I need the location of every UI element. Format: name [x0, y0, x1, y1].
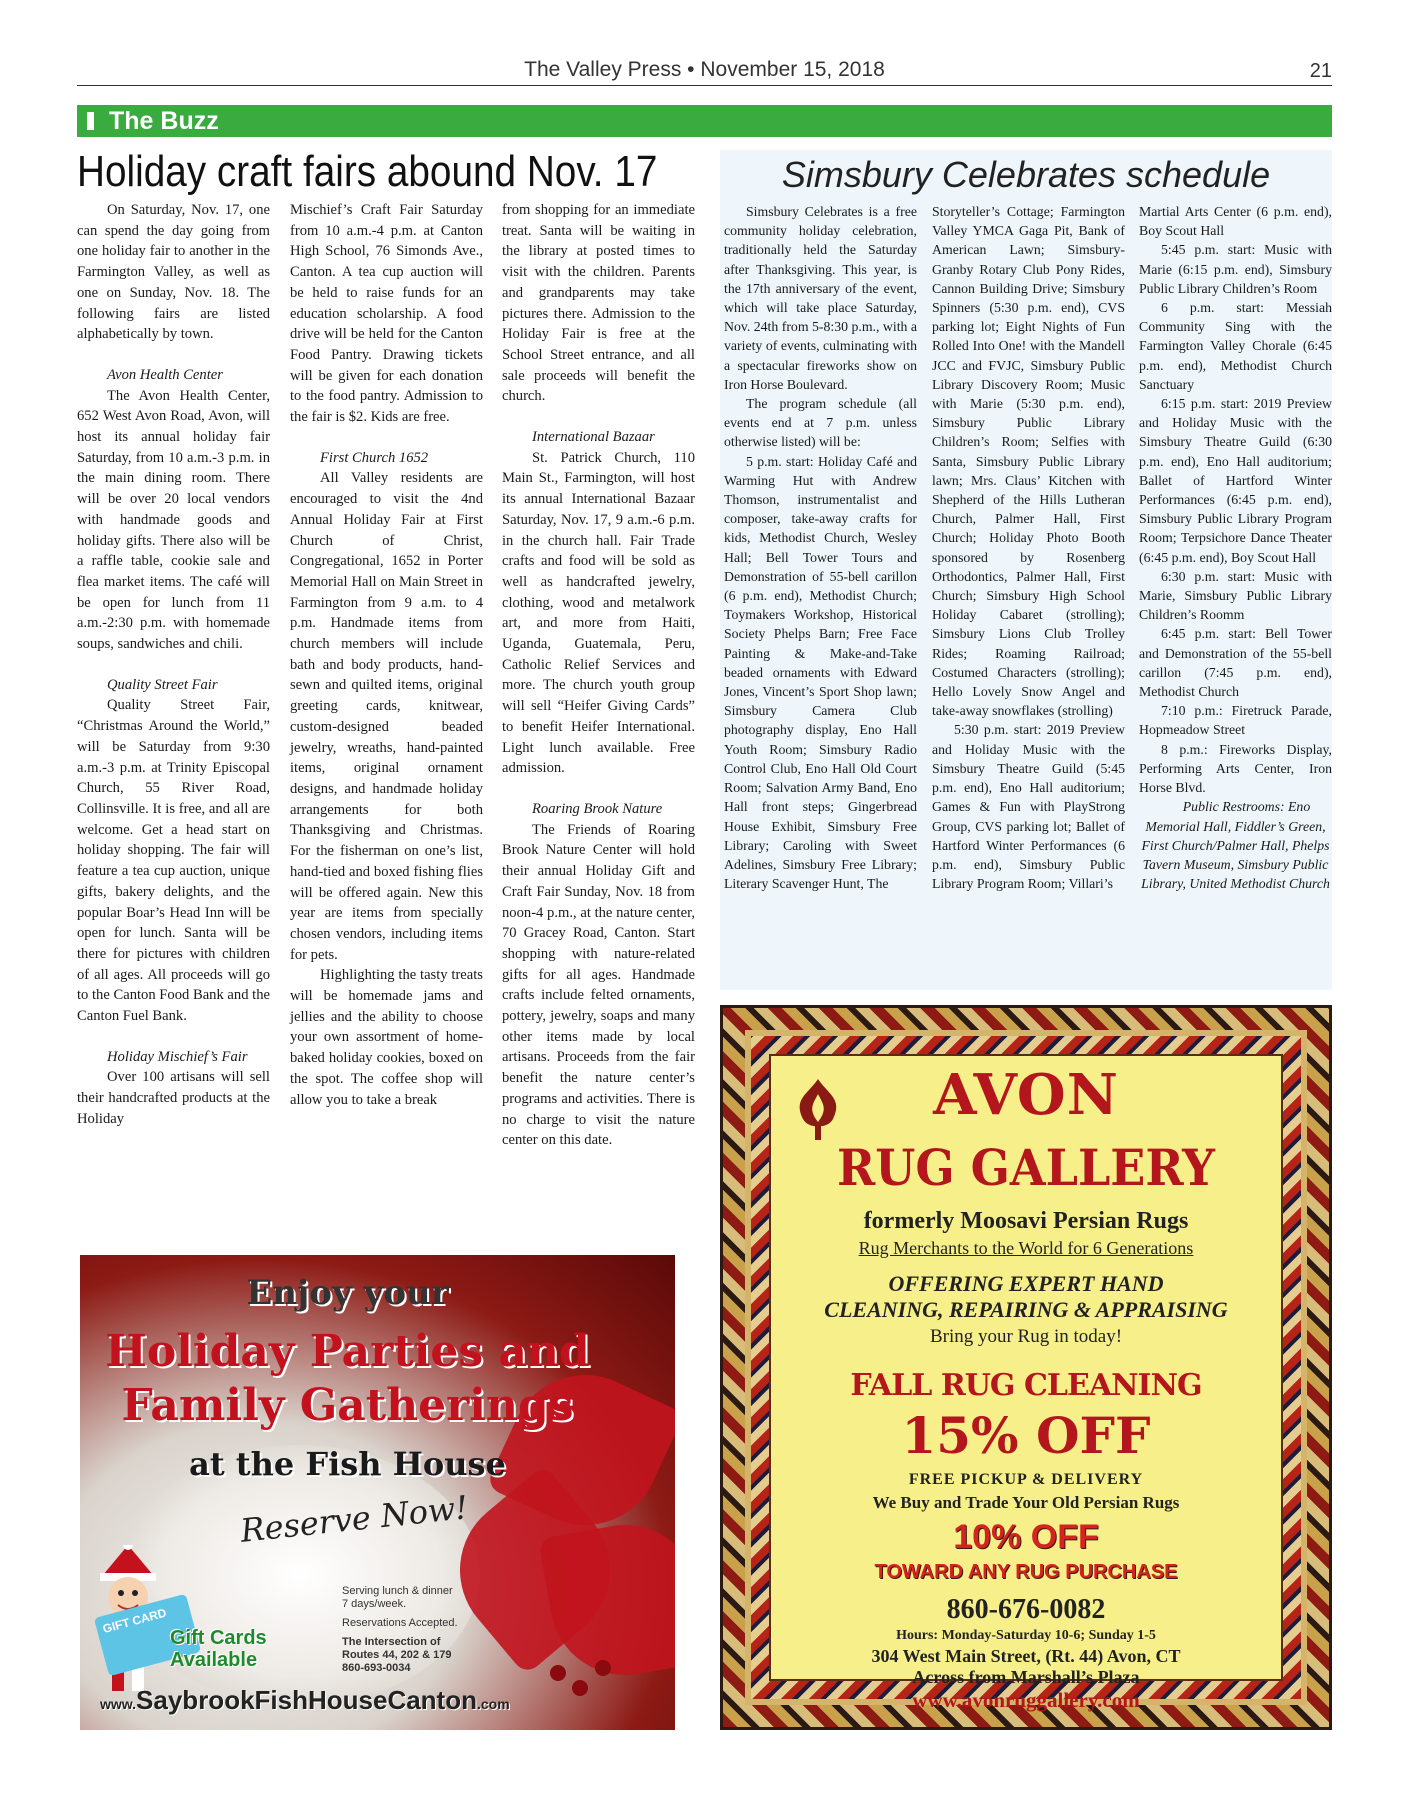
reserve-now-text: Reserve Now!	[238, 1488, 470, 1550]
simsbury-645pm: 6:45 p.m. start: Bell Tower and Demonstration of the 55-bell carillon (7:45 p.m. end), Methodist Church	[1139, 626, 1332, 700]
avon-rug-gallery-ad[interactable]	[720, 1005, 1332, 1730]
simsbury-8pm: 8 p.m.: Fireworks Display, Performing Arts Center, Iron Horse Blvd.	[1139, 741, 1332, 796]
paragraph-roaring-brook: The Friends of Roaring Brook Nature Center will hold their annual Holiday Gift and Craft Fair Sunday, Nov. 18 from noon-4 p.m., at the nature center, 70 Gracey Road, Canton. Start shopping with nature-related gifts for all ages. Handmade crafts include felted ornaments, pottery, jewelry, soaps and many other items made by local artisans. Proceeds from the fair benefit the nature center’s programs and activities. There is no charge to visit the nature center on this date.	[502, 821, 695, 1149]
simsbury-schedule-box	[720, 150, 1332, 990]
paragraph-mischief: Over 100 artisans will sell their handcrafted products at the Holiday	[77, 1069, 270, 1127]
info-reservations: Reservations Accepted.	[342, 1617, 458, 1629]
fish-house-ad[interactable]	[80, 1255, 675, 1730]
simsbury-5pm: 5 p.m. start: Holiday Café and Warming Hut with Andrew Thomson, instrumentalist and composer, take-away crafts for kids, Methodist Church, Wesley Hall; Bell Tower Tours and Demonstration of 55-bell carillon (6 p.m. end), Methodist Church; Toymakers Workshop, Historical Society Phelps Barn; Free Face Painting & Make-and-Take beaded ornaments with Edward Jones, Vincent’s Sport Shop lawn; Simsbury Camera Club photography display, Eno Hall Youth Room; Simsbury Radio Control Club, Eno Hall Old Court Room; Salvation Army Band, Eno Hall front steps; Gingerbread House Exhibit, Simsbury Free Library; Caroling with Sweet Adelines, Simsbury Free Library; Literary Scavenger Hunt, The	[724, 453, 917, 892]
article-column-2	[290, 200, 483, 1110]
article-column-3	[502, 200, 695, 1151]
subhead-quality-street: Quality Street Fair	[107, 676, 218, 693]
discount-15-percent: 15% OFF	[901, 1406, 1151, 1465]
gift-card-icon: GIFT CARD	[94, 1594, 201, 1677]
paragraph-first-church-2: Highlighting the tasty treats will be homemade jams and jellies and the ability to choose your own assortment of home-baked holiday cookies, boxed on the spot. The coffee shop will allow you to take a break	[290, 967, 483, 1108]
fish-house-website-link[interactable]	[100, 1685, 510, 1716]
paragraph-mischief-cont: Mischief’s Craft Fair Saturday from 10 a.m.-4 p.m. at Canton High School, 76 Simonds Ave., Canton. A tea cup auction will be held to raise funds for an education scholarship. A food drive will be held for the Canton Food Pantry. Drawing tickets will be given for each donation to the food pantry. Admission to the fair is $2. Kids are free.	[290, 202, 483, 426]
simsbury-column-3	[1139, 202, 1332, 893]
simsbury-title: Simsbury Celebrates schedule	[781, 154, 1271, 195]
berry-icon	[572, 1680, 588, 1696]
publication-name: The Valley Press	[524, 58, 682, 81]
simsbury-530pm: 5:30 p.m. start: 2019 Preview and Holiday Music with the Simsbury Theatre Guild (5:45 p.m. end), Eno Hall auditorium; Games & Fun with PlayStrong Group, CVS parking lot; Ballet of Hartford Winter Performances (6 p.m. end), Simsbury Public Library Program Room; Villari’s	[932, 722, 1125, 892]
bring-rug-text: Bring your Rug in today!	[929, 1326, 1123, 1347]
subhead-mischief: Holiday Mischief’s Fair	[107, 1048, 248, 1065]
info-routes: Routes 44, 202 & 179	[342, 1649, 452, 1661]
fall-cleaning-heading: FALL RUG CLEANING	[850, 1368, 1202, 1403]
ad-line-holiday-parties	[80, 1325, 615, 1433]
simsbury-615pm: 6:15 p.m. start: 2019 Preview and Holiday Music with the Simsbury Theatre Guild (6:30 p.m. end), Eno Hall auditorium; Ballet of Hartford Winter Performances (6:45 p.m. end), Simsbury Public Library Program Room; Terpsichore Dance Theater (6:45 p.m. end), Boy Scout Hall	[1139, 396, 1332, 565]
info-days: 7 days/week.	[342, 1598, 407, 1610]
buy-trade-text: We Buy and Trade Your Old Persian Rugs	[872, 1493, 1180, 1512]
section-bar	[77, 105, 1332, 137]
formerly-text: formerly Moosavi Persian Rugs	[863, 1208, 1189, 1234]
paragraph-first-church-cont: from shopping for an immediate treat. Santa will be waiting in the library at posted times to visit with the children. Parents and grandparents may take pictures there. Admission to the Holiday Fair is free at the School Street entrance, and all sale proceeds will benefit the church.	[502, 202, 695, 405]
rug-hours: Hours: Monday-Saturday 10-6; Sunday 1-5	[896, 1628, 1156, 1643]
article-intro: On Saturday, Nov. 17, one can spend the day going from one holiday fair to another in the Farmington Valley, as well as one on Sunday, Nov. 18. The following fairs are listed alphabetically by town.	[77, 202, 270, 343]
ad-line-enjoy: Enjoy your	[246, 1273, 449, 1313]
issue-date: November 15, 2018	[700, 58, 885, 81]
simsbury-530pm-cont: Martial Arts Center (6 p.m. end), Boy Scout Hall	[1139, 204, 1332, 239]
offering-line1: OFFERING EXPERT HAND	[888, 1271, 1164, 1296]
simsbury-restrooms: Public Restrooms: Eno Memorial Hall, Fiddler’s Green, First Church/Palmer Hall, Phelps Tavern Museum, Simsbury Public Library, United Methodist Church	[1141, 799, 1330, 892]
url-prefix: www.	[100, 1696, 137, 1712]
simsbury-column-1	[724, 202, 917, 893]
brand-rug-gallery: RUG GALLERY	[836, 1138, 1216, 1197]
article-headline: Holiday craft fairs abound Nov. 17	[77, 147, 658, 196]
info-phone: 860-693-0034	[342, 1662, 411, 1674]
url-suffix: .com	[476, 1696, 510, 1712]
restaurant-info	[342, 1585, 492, 1675]
page-number: 21	[1309, 60, 1332, 82]
simsbury-program-note: The program schedule (all events end at 7 p.m. unless otherwise listed) will be:	[724, 396, 917, 450]
berry-icon	[550, 1665, 566, 1681]
rug-phone-number[interactable]: 860-676-0082	[946, 1594, 1106, 1625]
section-marker-icon	[87, 112, 94, 130]
simsbury-630pm: 6:30 p.m. start: Music with Marie, Simsbury Public Library Children’s Roomm	[1139, 568, 1332, 623]
subhead-first-church: First Church 1652	[320, 449, 429, 466]
simsbury-710pm: 7:10 p.m.: Firetruck Parade, Hopmeadow Street	[1139, 703, 1332, 738]
separator-dot: •	[687, 58, 695, 81]
gift-cards-available	[170, 1627, 267, 1671]
offering-line2: CLEANING, REPAIRING & APPRAISING	[824, 1297, 1228, 1322]
brand-avon: AVON	[933, 1062, 1119, 1128]
gift-cards-line2: Available	[170, 1649, 258, 1671]
rug-ad-content	[769, 1054, 1283, 1712]
simsbury-6pm: 6 p.m. start: Messiah Community Sing with the Farmington Valley Chorale (6:45 p.m. end), Methodist Church Sanctuary	[1139, 300, 1332, 392]
paragraph-quality-street: Quality Street Fair, “Christmas Around the World,” will be Saturday from 9:30 a.m.-3 p.m. at Trinity Episcopal Church, 55 River Road, Collinsville. It is free, and all are welcome. Get a head start on holiday shopping. The fair will feature a tea cup auction, unique gifts, bakery delights, and the popular Boar’s Head Inn will be open for lunch. Santa will be there for pictures with children of all ages. All proceeds will go to the Canton Food Bank and the Canton Fuel Bank.	[77, 697, 270, 1025]
simsbury-intro: Simsbury Celebrates is a free community holiday celebration, traditionally held the Saturday after Thanksgiving. This year, is the 17th anniversary of the event, which will take place Saturday, Nov. 24th from 5-8:30 p.m., with a variety of events, culminating with a spectacular fireworks show on Iron Horse Boulevard.	[724, 204, 918, 392]
ad-line-family: Family Gatherings	[121, 1380, 574, 1431]
paragraph-avon: The Avon Health Center, 652 West Avon Road, Avon, will host its annual holiday fair Saturday, from 10 a.m.-3 p.m. in the main dining room. There will be over 20 local vendors with handmade goods and holiday gifts. There also will be a raffle table, cookie sale and flea market items. The café will be open for lunch from 11 a.m.-2:30 p.m. with homemade soups, sandwiches and chili.	[77, 387, 270, 653]
paragraph-first-church-1: All Valley residents are encouraged to visit the 4nd Annual Holiday Fair at First Church of Christ, Congregational, 1652 in Porter Memorial Hall on Main Street in Farmington from 9 a.m. to 4 p.m. Handmade items from church members will include bath and body products, hand-sewn and quilted items, original greeting cards, knitwear, custom-designed beaded jewelry, wreaths, hand-painted items, original ornament designs, and handmade holiday arrangements for both Thanksgiving and Christmas. For the fisherman on one’s list, hand-tied and boxed fishing flies will be offered again. New this year are items from specially chosen vendors, including items for pets.	[290, 470, 483, 963]
ad-line-fish-house: at the Fish House	[189, 1445, 506, 1483]
simsbury-column-2	[932, 202, 1125, 893]
simsbury-5pm-cont: Storyteller’s Cottage; Farmington Valley YMCA Gaga Pit, Bank of American Lawn; Simsbury-Granby Rotary Club Pony Rides, Cannon Building Drive; Simsbury Spinners (5:30 p.m. end), CVS parking lot; Eight Nights of Fun Rolled Into One! with the Mandell JCC and FVJC, Simsbury Public Library Discovery Room; Music with Marie (5:30 p.m. end), Simsbury Public Library Children’s Room; Selfies with Santa, Simsbury Public Library lawn; Mrs. Claus’ Kitchen with Shepherd of the Hills Lutheran Church, Palmer Hall, First Church; Holiday Photo Booth sponsored by Rosenberg Orthodontics, Palmer Hall, First Church; Simsbury High School Holiday Cabaret (strolling); Simsbury Lions Club Trolley Rides; Roaming Railroad; Costumed Characters (strolling); Hello Lovely Snow Angel and take-away snowflakes (strolling)	[932, 204, 1125, 719]
masthead	[77, 58, 1332, 86]
article-column-1	[77, 200, 270, 1130]
simsbury-545pm: 5:45 p.m. start: Music with Marie (6:15 p.m. end), Simsbury Public Library Children’s Room	[1139, 242, 1332, 296]
subhead-roaring-brook: Roaring Brook Nature	[532, 800, 663, 817]
info-serving: Serving lunch & dinner	[342, 1585, 453, 1597]
offering-text	[771, 1271, 1281, 1323]
free-pickup-text: FREE PICKUP & DELIVERY	[908, 1471, 1144, 1488]
rug-website-link[interactable]: www.avonruggallery.com	[912, 1688, 1140, 1712]
subhead-avon: Avon Health Center	[107, 366, 223, 383]
rug-address: 304 West Main Street, (Rt. 44) Avon, CT	[871, 1646, 1181, 1666]
subhead-international-bazaar: International Bazaar	[532, 429, 655, 446]
section-label: The Buzz	[109, 107, 219, 135]
merchants-tagline: Rug Merchants to the World for 6 Generations	[858, 1238, 1194, 1258]
paragraph-international-bazaar: St. Patrick Church, 110 Main St., Farmington, will host its annual International Bazaar Saturday, Nov. 17, 9 a.m.-6 p.m. in the church hall. Fair Trade crafts and food will be sold as well as handcrafted jewelry, clothing, wood and metalwork art, and more from Haiti, Uganda, Guatemala, Peru, Catholic Relief Services and more. The church youth group will sell “Heifer Giving Cards” to benefit Heifer International. Light lunch available. Free admission.	[502, 449, 695, 777]
discount-10-percent: 10% OFF	[953, 1518, 1099, 1556]
berry-icon	[595, 1660, 611, 1676]
masthead-title	[77, 58, 1332, 82]
gift-cards-line1: Gift Cards	[170, 1627, 267, 1649]
info-intersection: The Intersection of	[342, 1636, 441, 1648]
rug-location-note: Across from Marshall’s Plaza	[912, 1667, 1140, 1687]
toward-purchase-text: TOWARD ANY RUG PURCHASE	[874, 1561, 1178, 1583]
ad-line-holiday: Holiday Parties and	[105, 1326, 590, 1377]
url-main: SaybrookFishHouseCanton	[136, 1685, 477, 1715]
